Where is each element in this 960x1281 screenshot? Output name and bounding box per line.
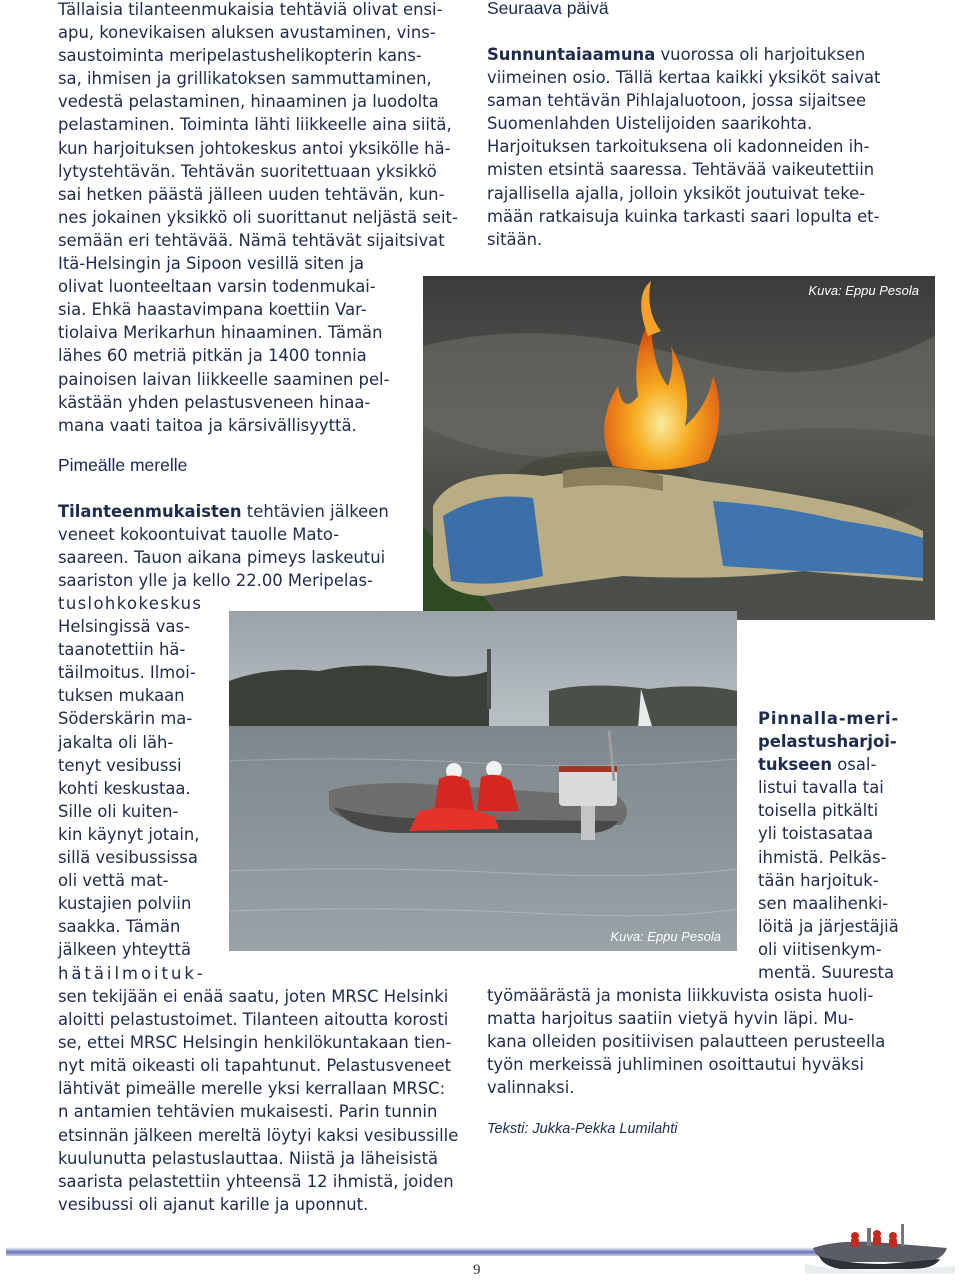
line: ihmistä. Pelkäs- [758, 847, 887, 867]
line: listui tavalla tai [758, 778, 884, 798]
line: kohti keskustaa. [58, 778, 191, 798]
line: kästään yhden pelastusveneen hinaa- [58, 392, 371, 412]
line: sa, ihmisen ja grillikatoksen sammuttaminen, [58, 69, 432, 89]
line: painoisen laivan liikkeelle saaminen pel- [58, 369, 390, 389]
line: mään ratkaisuja kuinka tarkasti saari lopulta et- [487, 206, 880, 226]
line: jakalta oli läh- [58, 732, 174, 752]
line: sillä vesibussissa [58, 848, 198, 868]
line: Pinnalla-meri- [758, 709, 900, 728]
line-text: tehtävien jälkeen [241, 502, 389, 521]
line: kun harjoituksen johtokeskus antoi yksikölle hä- [58, 138, 451, 158]
rescue-boat-image [229, 611, 737, 951]
author-credit: Teksti: Jukka-Pekka Lumilahti [487, 1121, 678, 1137]
line: taanotettiin hä- [58, 640, 186, 660]
line: kana olleiden positiivisen palautteen perusteella [487, 1032, 886, 1052]
intro-paragraph [58, 0, 472, 437]
line: vedestä pelastaminen, hinaaminen ja luodolta [58, 92, 439, 112]
line: tiolaiva Merikarhun hinaaminen. Tämän [58, 323, 383, 343]
line: saakka. Tämän [58, 917, 181, 937]
line: Tällaisia tilanteenmukaisia tehtäviä olivat ensi- [58, 0, 443, 19]
line: kin käynyt jotain, [58, 824, 200, 844]
line: Harjoituksen tarkoituksena oli kadonneiden ih- [487, 137, 870, 157]
line: tuksen mukaan [58, 686, 185, 706]
line: viimeinen osio. Tällä kertaa kaikki yksiköt saivat [487, 68, 881, 88]
line: tuslohkokeskus [58, 594, 203, 613]
line: saustoiminta meripelastushelikopterin kans- [58, 46, 422, 66]
line: hätäilmoituk- [58, 963, 206, 983]
line: nes jokainen yksikkö oli suorittanut neljästä seit- [58, 207, 458, 227]
line: Sille oli kuiten- [58, 801, 179, 821]
rib-boat-logo-icon [805, 1214, 955, 1274]
line: oli viitisenkym- [758, 939, 882, 959]
line [758, 753, 900, 776]
section3-body [487, 43, 900, 251]
section-heading-next-day: Seuraava päivä [487, 0, 609, 18]
line: vesibussi oli ajanut karille ja uponnut. [58, 1194, 369, 1214]
line: lähes 60 metriä pitkän ja 1400 tonnia [58, 346, 367, 366]
section2-continued [58, 985, 472, 1216]
lead-word: Tilanteenmukaisten [58, 502, 242, 521]
burning-dummy-photo [423, 276, 935, 620]
line: pelastaminen. Toiminta lähti liikkeelle aina siitä, [58, 115, 452, 135]
photo-credit: Kuva: Eppu Pesola [610, 929, 721, 944]
line: saarista pelastettiin yhteensä 12 ihmistä, joiden [58, 1171, 454, 1191]
line: veneet kokoontuivat tauolle Mato- [58, 525, 340, 545]
line: sitään. [487, 229, 543, 249]
burning-dummy-image [423, 276, 935, 620]
line: kuulunutta pelastuslauttaa. Niistä ja läheisistä [58, 1148, 439, 1168]
line: Helsingissä vas- [58, 617, 190, 637]
line: lytystehtävän. Tehtävän suoritettuaan yksikkö [58, 161, 437, 181]
line [487, 43, 900, 66]
line: saareen. Tauon aikana pimeys laskeutui [58, 548, 386, 568]
line: sai hetken päästä jälleen uuden tehtävän, kun- [58, 184, 445, 204]
line: pelastusharjoi- [758, 732, 897, 752]
section4-continued [487, 984, 900, 1099]
line: yli toistasataa [758, 824, 874, 844]
section2-narrow-column [58, 592, 206, 985]
line: jälkeen yhteyttä [58, 940, 192, 960]
line: täilmoitus. Ilmoi- [58, 663, 196, 683]
line: sen maalihenki- [758, 893, 889, 913]
line: mana vaati taitoa ja kärsivällisyyttä. [58, 415, 357, 435]
line: saariston ylle ja kello 22.00 Meripelas- [58, 571, 373, 591]
line: valinnaksi. [487, 1078, 575, 1098]
line: sia. Ehkä haastavimpana koettiin Var- [58, 300, 367, 320]
line: tenyt vesibussi [58, 755, 182, 775]
line [58, 500, 402, 523]
line-text: vuorossa oli harjoituksen [655, 45, 866, 64]
line: apu, konevikaisen aluksen avustaminen, vins- [58, 23, 436, 43]
line: työn merkeissä juhliminen osoittautui hyväksi [487, 1055, 864, 1075]
line: sen tekijään ei enää saatu, joten MRSC Helsinki [58, 987, 449, 1006]
line: lähtivät pimeälle merelle yksi kerrallaan MRSC: [58, 1079, 446, 1099]
line: tään harjoituk- [758, 870, 879, 890]
line: aloitti pelastustoimet. Tilanteen aitoutta korosti [58, 1010, 449, 1030]
line: semään eri tehtävää. Nämä tehtävät sijaitsivat [58, 230, 445, 250]
line: rajallisella ajalla, jolloin yksiköt joutuivat teke- [487, 183, 866, 203]
section4-narrow-column [758, 707, 900, 984]
line: työmäärästä ja monista liikkuvista osista huoli- [487, 986, 874, 1005]
line: toisella pitkälti [758, 801, 879, 821]
line: oli vettä mat- [58, 871, 169, 891]
lead-word: tukseen [758, 755, 833, 775]
line: matta harjoitus saatiin vietyä hyvin läpi. Mu- [487, 1009, 854, 1029]
line: kustajien polviin [58, 894, 192, 914]
line: Suomenlahden Uistelijoiden saarikohta. [487, 114, 813, 134]
line-text: osal- [832, 755, 877, 775]
lead-word: Sunnuntaiaamuna [487, 45, 656, 64]
page-number: 9 [473, 1262, 481, 1278]
line: Itä-Helsingin ja Sipoon vesillä siten ja [58, 254, 365, 274]
line: n antamien tehtävien mukaisesti. Parin tunnin [58, 1102, 438, 1122]
photo-credit: Kuva: Eppu Pesola [808, 283, 919, 298]
line: löitä ja järjestäjiä [758, 916, 899, 936]
line: se, ettei MRSC Helsingin henkilökuntakaan tien- [58, 1033, 452, 1053]
section-heading-dark-sea: Pimeälle merelle [58, 455, 188, 475]
line: saman tehtävän Pihlajaluotoon, jossa sijaitsee [487, 91, 867, 111]
footer-rule [6, 1247, 821, 1256]
rescue-boat-photo [229, 611, 737, 951]
line: etsinnän jälkeen mereltä löytyi kaksi vesibussille [58, 1125, 459, 1145]
line: Söderskärin ma- [58, 709, 193, 729]
section2-body [58, 500, 402, 592]
line: nyt mitä oikeasti oli tapahtunut. Pelastusveneet [58, 1056, 452, 1076]
line: misten etsintä saaressa. Tehtävää vaikeutettiin [487, 160, 875, 180]
line: olivat luonteeltaan varsin todenmukai- [58, 277, 376, 297]
line: mentä. Suuresta [758, 963, 894, 983]
